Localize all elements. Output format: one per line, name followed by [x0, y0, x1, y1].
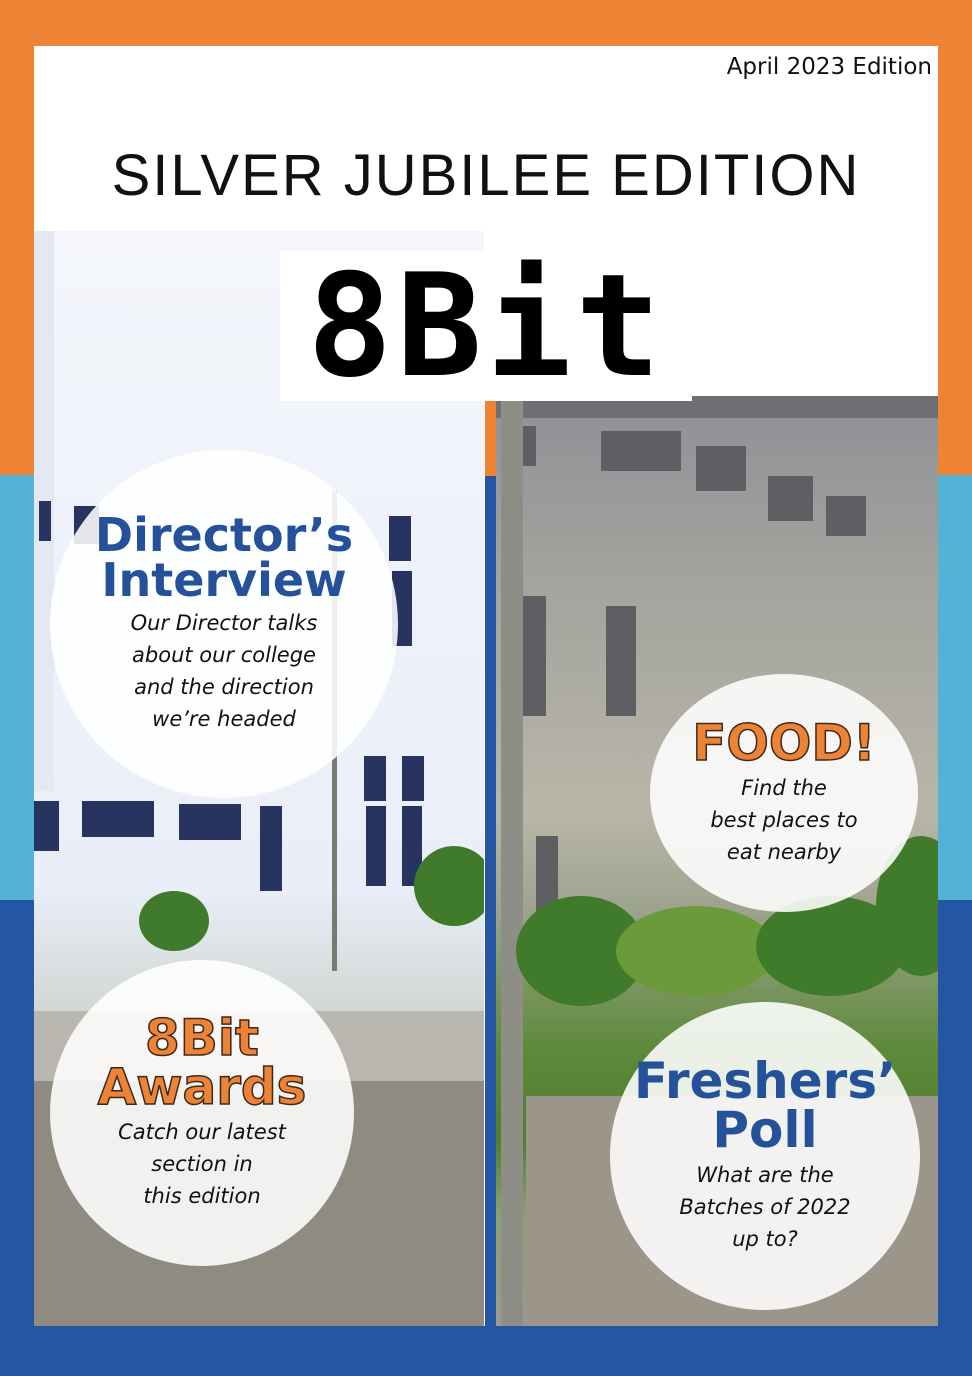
feature-text-line: up to?	[732, 1227, 798, 1251]
feature-text-line: Catch our latest	[118, 1120, 286, 1144]
feature-title-line: Awards	[97, 1058, 307, 1116]
feature-text-line: eat nearby	[726, 839, 842, 864]
feature-title-line: Interview	[101, 553, 347, 607]
feature-text-line: and the direction	[134, 675, 314, 700]
edition-date: April 2023 Edition	[726, 54, 932, 80]
photo-divider-accent	[485, 401, 496, 476]
feature-text-line: we’re headed	[152, 707, 296, 732]
feature-text-line: best places to	[710, 807, 858, 832]
feature-title-line: Freshers’	[633, 1052, 897, 1110]
feature-food[interactable]	[650, 674, 918, 912]
feature-title-line: Poll	[712, 1101, 818, 1159]
feature-title-line: 8Bit	[145, 1009, 259, 1067]
feature-title-line: FOOD!	[692, 713, 876, 772]
feature-freshers-poll[interactable]	[610, 1002, 920, 1310]
cover-panel	[34, 46, 938, 1326]
feature-text-line: this edition	[143, 1184, 261, 1208]
feature-text-line: Our Director talks	[130, 611, 318, 636]
feature-text-line: about our college	[132, 643, 316, 668]
feature-text-line: Batches of 2022	[679, 1195, 851, 1219]
feature-title-line: Director’s	[94, 507, 354, 562]
photo-divider	[485, 396, 496, 1326]
feature-directors-interview[interactable]	[50, 450, 398, 798]
feature-text-line: section in	[151, 1152, 253, 1176]
headline: SILVER JUBILEE EDITION	[111, 143, 861, 208]
feature-8bit-awards[interactable]	[50, 960, 354, 1266]
feature-text-line: What are the	[696, 1163, 834, 1187]
feature-text-line: Find the	[741, 775, 827, 800]
magazine-logo: 8Bit	[307, 244, 665, 409]
